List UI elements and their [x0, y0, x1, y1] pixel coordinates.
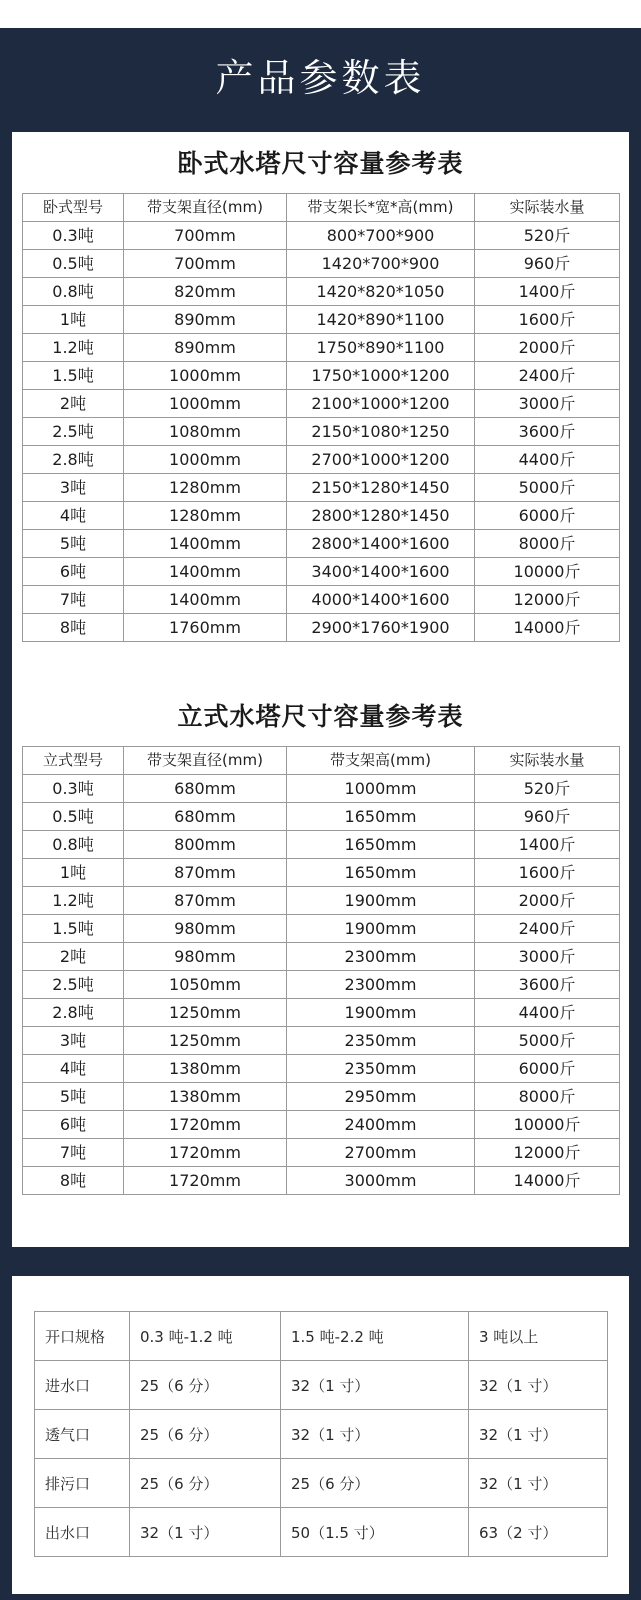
table-cell: 2150*1080*1250: [287, 418, 475, 446]
table-cell: 980mm: [124, 943, 287, 971]
table-cell: 2400斤: [475, 915, 620, 943]
table-row: [23, 1055, 620, 1083]
table-cell: 2300mm: [287, 943, 475, 971]
table-cell: 0.3吨: [23, 222, 124, 250]
table-row: [23, 586, 620, 614]
table-row: [23, 334, 620, 362]
table-row: [23, 971, 620, 999]
table-row: [23, 1027, 620, 1055]
table-cell: 7吨: [23, 1139, 124, 1167]
table-cell: 1000mm: [124, 390, 287, 418]
table-cell: 1250mm: [124, 1027, 287, 1055]
vertical-table-title: 立式水塔尺寸容量参考表: [177, 702, 464, 731]
table-cell: 960斤: [475, 250, 620, 278]
table-cell: 10000斤: [475, 558, 620, 586]
table-cell: 出水口: [35, 1508, 130, 1557]
column-header: 卧式型号: [23, 194, 124, 222]
table-cell: 1000mm: [124, 362, 287, 390]
table-cell: 7吨: [23, 586, 124, 614]
table-row: [23, 614, 620, 642]
table-cell: 1650mm: [287, 803, 475, 831]
table-cell: 6000斤: [475, 1055, 620, 1083]
table-cell: 1250mm: [124, 999, 287, 1027]
table-cell: 3000斤: [475, 390, 620, 418]
table-cell: 1750*890*1100: [287, 334, 475, 362]
column-header: 带支架长*宽*高(mm): [287, 194, 475, 222]
table-cell: 700mm: [124, 250, 287, 278]
top-margin: [0, 0, 641, 28]
table-row: [23, 803, 620, 831]
table-cell: 2.5吨: [23, 971, 124, 999]
table-cell: 32（1 寸）: [281, 1361, 469, 1410]
table-header-row: [23, 747, 620, 775]
table-cell: 1600斤: [475, 859, 620, 887]
table-row: [23, 390, 620, 418]
table-cell: 2800*1280*1450: [287, 502, 475, 530]
table-cell: 680mm: [124, 775, 287, 803]
table-cell: 14000斤: [475, 614, 620, 642]
table-cell: 1420*890*1100: [287, 306, 475, 334]
table-cell: 870mm: [124, 887, 287, 915]
table-cell: 1280mm: [124, 474, 287, 502]
vertical-capacity-table: [22, 746, 620, 1195]
table-cell: 1420*820*1050: [287, 278, 475, 306]
table-cell: 2400斤: [475, 362, 620, 390]
table-row: [23, 222, 620, 250]
table-cell: 1720mm: [124, 1167, 287, 1195]
table-cell: 50（1.5 寸）: [281, 1508, 469, 1557]
table-cell: 1400mm: [124, 558, 287, 586]
table-cell: 25（6 分）: [130, 1361, 281, 1410]
column-header: 带支架直径(mm): [124, 194, 287, 222]
table-row: [23, 1167, 620, 1195]
table-cell: 6000斤: [475, 502, 620, 530]
table-cell: 3600斤: [475, 418, 620, 446]
table-row: [23, 915, 620, 943]
table-row: [23, 362, 620, 390]
table-cell: 1600斤: [475, 306, 620, 334]
table-cell: 890mm: [124, 334, 287, 362]
table-cell: 3600斤: [475, 971, 620, 999]
table-cell: 1280mm: [124, 502, 287, 530]
table-row: [23, 887, 620, 915]
table-cell: 2吨: [23, 390, 124, 418]
table-row: [23, 250, 620, 278]
table-row: [23, 1139, 620, 1167]
table-cell: 1050mm: [124, 971, 287, 999]
table-cell: 1.2吨: [23, 334, 124, 362]
table-cell: 960斤: [475, 803, 620, 831]
table-cell: 890mm: [124, 306, 287, 334]
table-cell: 32（1 寸）: [469, 1410, 608, 1459]
table-cell: 1吨: [23, 859, 124, 887]
port-specs-panel: [12, 1276, 629, 1594]
table-cell: 520斤: [475, 775, 620, 803]
table-cell: 8吨: [23, 1167, 124, 1195]
table-cell: 63（2 寸）: [469, 1508, 608, 1557]
table-cell: 3400*1400*1600: [287, 558, 475, 586]
table-cell: 1720mm: [124, 1111, 287, 1139]
table-cell: 2300mm: [287, 971, 475, 999]
table-cell: 1760mm: [124, 614, 287, 642]
table-cell: 4400斤: [475, 999, 620, 1027]
table-cell: 680mm: [124, 803, 287, 831]
table-cell: 2000斤: [475, 887, 620, 915]
table-cell: 1400斤: [475, 278, 620, 306]
table-cell: 5000斤: [475, 474, 620, 502]
table-cell: 2900*1760*1900: [287, 614, 475, 642]
table-cell: 32（1 寸）: [130, 1508, 281, 1557]
table-cell: 14000斤: [475, 1167, 620, 1195]
table-row: [23, 446, 620, 474]
table-cell: 2000斤: [475, 334, 620, 362]
table-row: [23, 278, 620, 306]
table-cell: 700mm: [124, 222, 287, 250]
table-cell: 透气口: [35, 1410, 130, 1459]
table-cell: 1380mm: [124, 1055, 287, 1083]
table-row: [23, 999, 620, 1027]
table-cell: 2100*1000*1200: [287, 390, 475, 418]
table-cell: 800mm: [124, 831, 287, 859]
table-row: [35, 1459, 608, 1508]
table-cell: 1.5吨: [23, 362, 124, 390]
table-row: [23, 775, 620, 803]
table-row: [23, 831, 620, 859]
table-cell: 0.3 吨-1.2 吨: [130, 1312, 281, 1361]
table-cell: 2150*1280*1450: [287, 474, 475, 502]
table-cell: 2700*1000*1200: [287, 446, 475, 474]
table-cell: 3000斤: [475, 943, 620, 971]
table-cell: 1.5吨: [23, 915, 124, 943]
table-cell: 32（1 寸）: [469, 1459, 608, 1508]
table-cell: 2700mm: [287, 1139, 475, 1167]
table-row: [23, 418, 620, 446]
capacity-tables-panel: [12, 132, 629, 1247]
table-cell: 0.8吨: [23, 278, 124, 306]
table-cell: 1900mm: [287, 887, 475, 915]
table-cell: 1吨: [23, 306, 124, 334]
table-row: [35, 1410, 608, 1459]
table-row: [23, 1083, 620, 1111]
table-cell: 12000斤: [475, 586, 620, 614]
table-cell: 开口规格: [35, 1312, 130, 1361]
table-cell: 1420*700*900: [287, 250, 475, 278]
column-header: 实际装水量: [475, 194, 620, 222]
table-cell: 1400斤: [475, 831, 620, 859]
table-cell: 25（6 分）: [130, 1410, 281, 1459]
table-cell: 10000斤: [475, 1111, 620, 1139]
table-cell: 8000斤: [475, 1083, 620, 1111]
table-cell: 2350mm: [287, 1027, 475, 1055]
table-cell: 0.5吨: [23, 250, 124, 278]
table-cell: 25（6 分）: [281, 1459, 469, 1508]
column-header: 带支架直径(mm): [124, 747, 287, 775]
table-cell: 0.5吨: [23, 803, 124, 831]
table-row: [35, 1508, 608, 1557]
table-cell: 2.8吨: [23, 999, 124, 1027]
table-header-row: [23, 194, 620, 222]
port-specs-table: [34, 1311, 608, 1557]
table-cell: 32（1 寸）: [469, 1361, 608, 1410]
table-cell: 0.8吨: [23, 831, 124, 859]
table-cell: 5000斤: [475, 1027, 620, 1055]
table-cell: 2.5吨: [23, 418, 124, 446]
table-cell: 1650mm: [287, 859, 475, 887]
table-cell: 4吨: [23, 1055, 124, 1083]
table-cell: 5吨: [23, 1083, 124, 1111]
table-cell: 1400mm: [124, 586, 287, 614]
table-cell: 800*700*900: [287, 222, 475, 250]
table-cell: 4000*1400*1600: [287, 586, 475, 614]
table-cell: 12000斤: [475, 1139, 620, 1167]
table-cell: 5吨: [23, 530, 124, 558]
table-cell: 1750*1000*1200: [287, 362, 475, 390]
table-cell: 2800*1400*1600: [287, 530, 475, 558]
table-row: [23, 558, 620, 586]
table-cell: 8000斤: [475, 530, 620, 558]
table-cell: 4吨: [23, 502, 124, 530]
table-cell: 2400mm: [287, 1111, 475, 1139]
table-row: [23, 306, 620, 334]
table-cell: 1380mm: [124, 1083, 287, 1111]
table-cell: 1650mm: [287, 831, 475, 859]
table-row: [23, 502, 620, 530]
column-header: 实际装水量: [475, 747, 620, 775]
table-cell: 980mm: [124, 915, 287, 943]
table-row: [35, 1361, 608, 1410]
table-cell: 2.8吨: [23, 446, 124, 474]
table-cell: 2950mm: [287, 1083, 475, 1111]
table-cell: 1400mm: [124, 530, 287, 558]
table-cell: 1.5 吨-2.2 吨: [281, 1312, 469, 1361]
table-cell: 6吨: [23, 1111, 124, 1139]
table-cell: 4400斤: [475, 446, 620, 474]
horizontal-capacity-table: [22, 193, 620, 642]
table-cell: 进水口: [35, 1361, 130, 1410]
table-cell: 8吨: [23, 614, 124, 642]
table-cell: 3吨: [23, 1027, 124, 1055]
table-cell: 3000mm: [287, 1167, 475, 1195]
horizontal-table-title: 卧式水塔尺寸容量参考表: [177, 149, 464, 178]
table-cell: 32（1 寸）: [281, 1410, 469, 1459]
table-cell: 2吨: [23, 943, 124, 971]
table-row: [23, 943, 620, 971]
table-row: [23, 859, 620, 887]
table-cell: 2350mm: [287, 1055, 475, 1083]
table-cell: 1720mm: [124, 1139, 287, 1167]
table-row: [23, 474, 620, 502]
column-header: 立式型号: [23, 747, 124, 775]
table-cell: 870mm: [124, 859, 287, 887]
table-row: [23, 530, 620, 558]
table-cell: 25（6 分）: [130, 1459, 281, 1508]
table-cell: 3吨: [23, 474, 124, 502]
table-cell: 1000mm: [287, 775, 475, 803]
page-title: 产品参数表: [215, 56, 426, 100]
table-cell: 1900mm: [287, 999, 475, 1027]
table-cell: 6吨: [23, 558, 124, 586]
table-cell: 1000mm: [124, 446, 287, 474]
ports-header-row: [35, 1312, 608, 1361]
column-header: 带支架高(mm): [287, 747, 475, 775]
table-cell: 1080mm: [124, 418, 287, 446]
table-row: [23, 1111, 620, 1139]
table-cell: 排污口: [35, 1459, 130, 1508]
table-cell: 1.2吨: [23, 887, 124, 915]
table-cell: 0.3吨: [23, 775, 124, 803]
table-cell: 820mm: [124, 278, 287, 306]
table-cell: 520斤: [475, 222, 620, 250]
table-cell: 1900mm: [287, 915, 475, 943]
table-cell: 3 吨以上: [469, 1312, 608, 1361]
